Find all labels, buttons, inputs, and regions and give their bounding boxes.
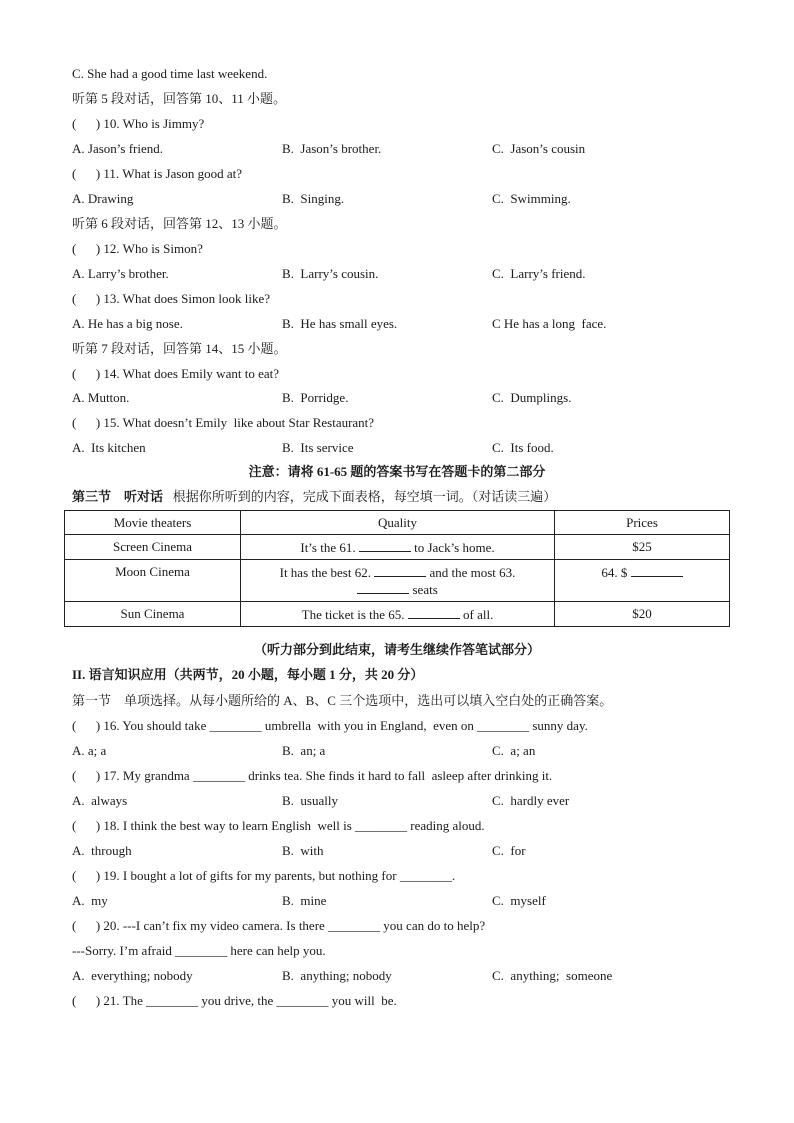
cell-text: It has the best 62. (279, 565, 375, 580)
question-21: ( ) 21. The ________ you drive, the ________ you will be. (72, 993, 397, 1008)
blank-63[interactable] (357, 581, 409, 594)
cell-text: seats (409, 582, 438, 597)
part3-instructions: 根据你所听到的内容，完成下面表格，每空填一词。（对话读三遍） (163, 489, 557, 504)
q19-option-b: B. mine (282, 893, 327, 908)
table-row (65, 560, 730, 602)
cell-quality (241, 535, 555, 560)
table-row (65, 602, 730, 627)
table-row (65, 535, 730, 560)
q12-option-a: A. Larry’s brother. (72, 266, 169, 281)
q10-option-b: B. Jason’s brother. (282, 141, 382, 156)
q14-option-b: B. Porridge. (282, 390, 349, 405)
q10-option-c: C. Jason’s cousin (492, 141, 586, 156)
answer-sheet-notice: 注意：请将 61-65 题的答案书写在答题卡的第二部分 (248, 464, 546, 479)
q15-option-a: A. Its kitchen (72, 440, 146, 455)
question-18: ( ) 18. I think the best way to learn English well is ________ reading aloud. (72, 818, 485, 833)
cell-text: It’s the 61. (300, 540, 359, 555)
cell-theater: Screen Cinema (65, 535, 241, 560)
q20-option-c: C. anything; someone (492, 968, 613, 983)
q13-option-a: A. He has a big nose. (72, 316, 183, 331)
q14-option-c: C. Dumplings. (492, 390, 572, 405)
question-16: ( ) 16. You should take ________ umbrella with you in England, even on ________ sunny day. (72, 718, 588, 733)
q12-option-b: B. Larry’s cousin. (282, 266, 379, 281)
cell-text: of all. (459, 607, 494, 622)
q17-option-a: A. always (72, 793, 128, 808)
q16-option-b: B. an; a (282, 743, 326, 758)
part3-title: 第三节 听对话 (72, 489, 164, 504)
section-heading-5: 听第 5 段对话，回答第 10、11 小题。 (72, 91, 287, 106)
q20-option-a: A. everything; nobody (72, 968, 193, 983)
q13-option-c: C He has a long face. (492, 316, 607, 331)
q11-option-b: B. Singing. (282, 191, 345, 206)
q11-option-c: C. Swimming. (492, 191, 571, 206)
q10-option-a: A. Jason’s friend. (72, 141, 163, 156)
end-of-listening-note: （听力部分到此结束，请考生继续作答笔试部分） (253, 642, 540, 657)
question-12: ( ) 12. Who is Simon? (72, 241, 203, 256)
part1-instructions: 第一节 单项选择。从每小题所给的 A、B、C 三个选项中，选出可以填入空白处的正确答案。 (72, 693, 613, 708)
cell-text: and the most 63. (426, 565, 516, 580)
blank-61[interactable] (359, 539, 411, 552)
cinema-table (64, 510, 730, 627)
q13-option-b: B. He has small eyes. (282, 316, 398, 331)
question-13: ( ) 13. What does Simon look like? (72, 291, 270, 306)
question-19: ( ) 19. I bought a lot of gifts for my parents, but nothing for ________. (72, 868, 456, 883)
section-2-heading: II. 语言知识应用（共两节，20 小题，每小题 1 分，共 20 分） (72, 667, 424, 682)
section-heading-6: 听第 6 段对话，回答第 12、13 小题。 (72, 216, 287, 231)
cell-text: to Jack’s home. (410, 540, 495, 555)
cell-quality (241, 602, 555, 627)
question-20-reply: ---Sorry. I’m afraid ________ here can help you. (72, 943, 326, 958)
question-10: ( ) 10. Who is Jimmy? (72, 116, 205, 131)
q16-option-a: A. a; a (72, 743, 107, 758)
cell-text: The ticket is the 65. (301, 607, 408, 622)
q19-option-c: C. myself (492, 893, 546, 908)
cell-price: $20 (555, 602, 730, 627)
cell-theater: Moon Cinema (65, 560, 241, 602)
q11-option-a: A. Drawing (72, 191, 134, 206)
q9-option-c: C. She had a good time last weekend. (72, 66, 268, 81)
header-prices: Prices (555, 511, 730, 535)
q18-option-b: B. with (282, 843, 324, 858)
part3-heading (72, 489, 556, 505)
question-17: ( ) 17. My grandma ________ drinks tea. She finds it hard to fall asleep after drinking it. (72, 768, 553, 783)
q15-option-b: B. Its service (282, 440, 354, 455)
table-header-row (65, 511, 730, 535)
q17-option-c: C. hardly ever (492, 793, 570, 808)
q14-option-a: A. Mutton. (72, 390, 130, 405)
cell-text: 64. $ (601, 565, 631, 580)
blank-65[interactable] (408, 606, 460, 619)
q19-option-a: A. my (72, 893, 108, 908)
q16-option-c: C. a; an (492, 743, 536, 758)
q18-option-a: A. through (72, 843, 132, 858)
cell-price: $25 (555, 535, 730, 560)
q17-option-b: B. usually (282, 793, 338, 808)
question-11: ( ) 11. What is Jason good at? (72, 166, 243, 181)
q12-option-c: C. Larry’s friend. (492, 266, 586, 281)
q20-option-b: B. anything; nobody (282, 968, 392, 983)
question-15: ( ) 15. What doesn’t Emily like about Star Restaurant? (72, 415, 375, 430)
q15-option-c: C. Its food. (492, 440, 554, 455)
header-movie-theaters: Movie theaters (65, 511, 241, 535)
cell-price (555, 560, 730, 602)
question-20: ( ) 20. ---I can’t fix my video camera. Is there ________ you can do to help? (72, 918, 486, 933)
blank-64[interactable] (631, 564, 683, 577)
header-quality: Quality (241, 511, 555, 535)
cell-quality (241, 560, 555, 602)
cell-theater: Sun Cinema (65, 602, 241, 627)
q18-option-c: C. for (492, 843, 526, 858)
blank-62[interactable] (374, 564, 426, 577)
section-heading-7: 听第 7 段对话，回答第 14、15 小题。 (72, 341, 287, 356)
question-14: ( ) 14. What does Emily want to eat? (72, 366, 279, 381)
